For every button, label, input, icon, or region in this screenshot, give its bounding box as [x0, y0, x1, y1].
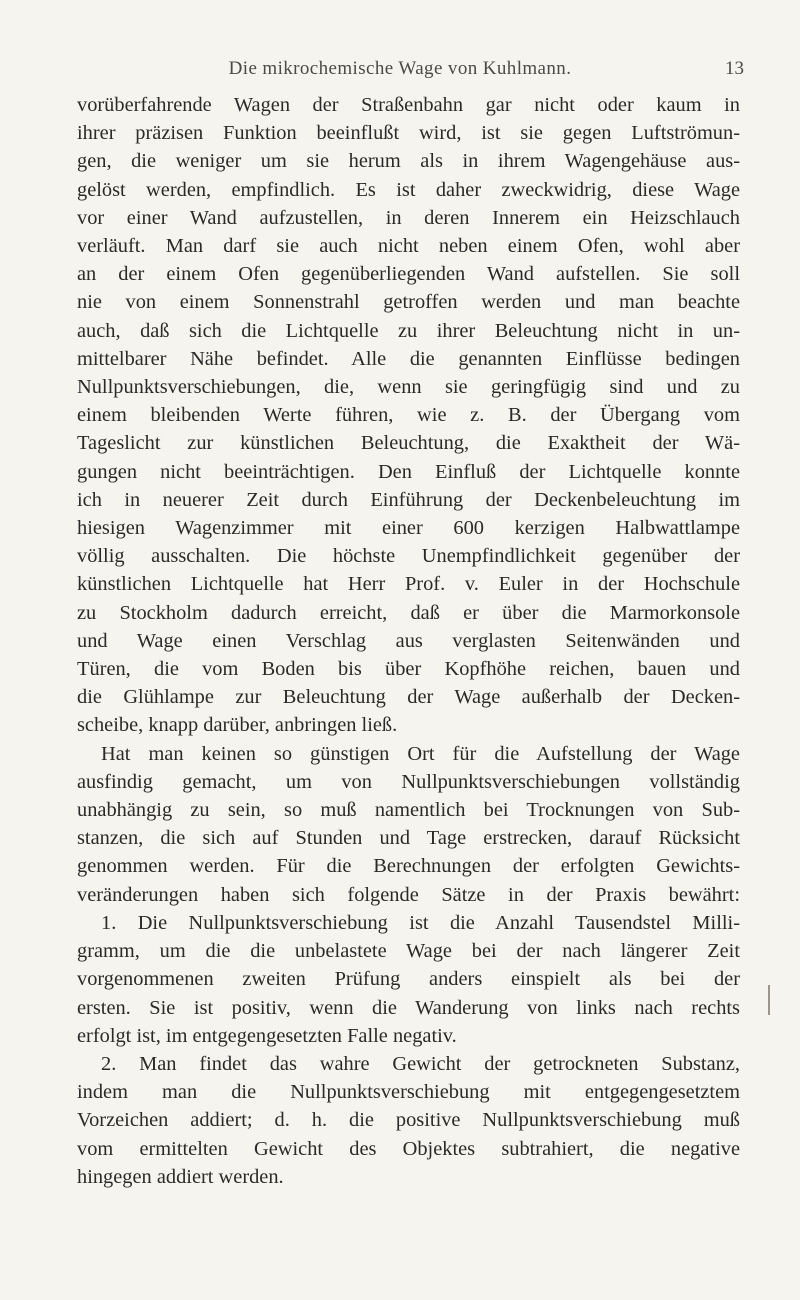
text-line: ersten. Sie ist positiv, wenn die Wanderung von links nach rechts [77, 996, 740, 1019]
text-line: einem bleibenden Werte führen, wie z. B. der Übergang vom [77, 404, 740, 427]
text-line: Nullpunktsverschiebungen, die, wenn sie geringfügig sind und zu [77, 376, 740, 399]
text-line: Tageslicht zur künstlichen Beleuchtung, die Exaktheit der Wä- [77, 432, 740, 455]
body-text [77, 91, 740, 1191]
text-line: völlig ausschalten. Die höchste Unempfindlichkeit gegenüber der [77, 545, 740, 568]
text-line: 1. Die Nullpunktsverschiebung ist die Anzahl Tausendstel Milli- [101, 911, 740, 934]
running-head-title: Die mikrochemische Wage von Kuhlmann. [228, 58, 572, 79]
text-line: auch, daß sich die Lichtquelle zu ihrer Beleuchtung nicht in un- [77, 319, 740, 342]
text-line: mittelbarer Nähe befindet. Alle die genannten Einflüsse bedingen [77, 347, 740, 370]
text-line: ich in neuerer Zeit durch Einführung der Deckenbeleuchtung im [77, 488, 740, 511]
text-line: unabhängig zu sein, so muß namentlich bei Trocknungen von Sub- [77, 799, 740, 822]
text-line: und Wage einen Verschlag aus verglasten Seitenwänden und [77, 629, 740, 652]
text-line: an der einem Ofen gegenüberliegenden Wand aufstellen. Sie soll [77, 263, 740, 286]
text-line: zu Stockholm dadurch erreicht, daß er über die Marmorkonsole [77, 601, 740, 624]
text-line: erfolgt ist, im entgegengesetzten Falle negativ. [77, 1024, 457, 1047]
text-line: Hat man keinen so günstigen Ort für die Aufstellung der Wage [101, 742, 740, 765]
text-line: vorgenommenen zweiten Prüfung anders einspielt als bei der [77, 968, 740, 991]
text-line: vom ermittelten Gewicht des Objektes subtrahiert, die negative [77, 1137, 740, 1160]
running-head [0, 58, 800, 82]
text-line: nie von einem Sonnenstrahl getroffen werden und man beachte [77, 291, 740, 314]
text-line: ausfindig gemacht, um von Nullpunktsverschiebungen vollständig [77, 770, 740, 793]
text-line: veränderungen haben sich folgende Sätze in der Praxis bewährt: [77, 883, 740, 906]
text-line: genommen werden. Für die Berechnungen der erfolgten Gewichts- [77, 855, 740, 878]
text-line: 2. Man findet das wahre Gewicht der getrockneten Substanz, [101, 1052, 740, 1075]
text-line: scheibe, knapp darüber, anbringen ließ. [77, 714, 398, 737]
text-line: vorüberfahrende Wagen der Straßenbahn gar nicht oder kaum in [77, 94, 740, 116]
text-line: künstlichen Lichtquelle hat Herr Prof. v. Euler in der Hochschule [77, 573, 740, 596]
page-number: 13 [725, 58, 744, 79]
text-line: verläuft. Man darf sie auch nicht neben einem Ofen, wohl aber [77, 235, 740, 258]
text-line: gungen nicht beeinträchtigen. Den Einfluß der Lichtquelle konnte [77, 460, 740, 483]
text-line: Türen, die vom Boden bis über Kopfhöhe reichen, bauen und [77, 658, 740, 681]
text-line: indem man die Nullpunktsverschiebung mit entgegengesetztem [77, 1081, 740, 1104]
text-line: stanzen, die sich auf Stunden und Tage erstrecken, darauf Rücksicht [77, 827, 740, 850]
text-line: gelöst werden, empfindlich. Es ist daher zweckwidrig, diese Wage [77, 178, 740, 201]
text-line: gramm, um die die unbelastete Wage bei der nach längerer Zeit [77, 940, 740, 963]
text-line: die Glühlampe zur Beleuchtung der Wage außerhalb der Decken- [77, 686, 740, 709]
text-line: gen, die weniger um sie herum als in ihrem Wagengehäuse aus- [77, 150, 740, 173]
text-line: hingegen addiert werden. [77, 1165, 284, 1188]
text-line: hiesigen Wagenzimmer mit einer 600 kerzigen Halbwattlampe [77, 517, 740, 540]
text-line: Vorzeichen addiert; d. h. die positive Nullpunktsverschiebung muß [77, 1109, 740, 1132]
text-line: vor einer Wand aufzustellen, in deren Innerem ein Heizschlauch [77, 206, 740, 229]
text-line: ihrer präzisen Funktion beeinflußt wird, ist sie gegen Luftströmun- [77, 122, 740, 145]
page-edge-mark [768, 985, 770, 1015]
